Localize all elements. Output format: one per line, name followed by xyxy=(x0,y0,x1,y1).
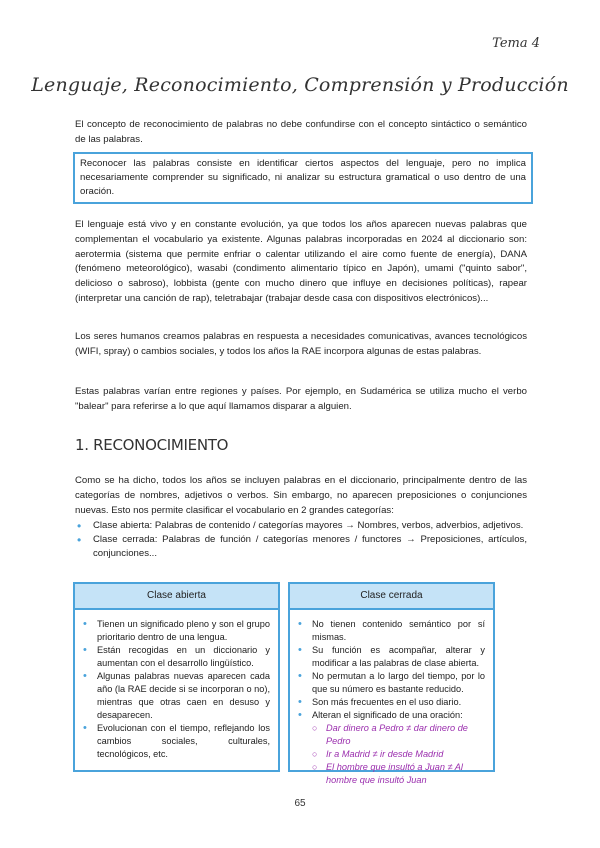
page-title: Lenguaje, Reconocimiento, Comprensión y Producción xyxy=(31,74,569,96)
list-item: • Clase cerrada: Palabras de función / categorías menores / functores → Preposiciones, artículos, conjunciones... xyxy=(75,533,527,561)
list-item: • Son más frecuentes en el uso diario. xyxy=(298,696,485,709)
closed-class-title: Clase cerrada xyxy=(290,584,493,610)
paragraph-regions: Estas palabras varían entre regiones y países. Por ejemplo, en Sudamérica se utiliza mucho el verbo "balear" para referirse a lo que aquí llamamos disparar a alguien. xyxy=(75,386,527,412)
example-item: ○ El hombre que insultó a Juan ≠ Al hombre que insultó Juan xyxy=(298,761,485,787)
closed-class-list xyxy=(298,618,485,722)
list-item: • No tienen contenido semántico por sí mismas. xyxy=(298,618,485,644)
intro-paragraph: El concepto de reconocimiento de palabras no debe confundirse con el concepto sintáctico o semántico de las palabras. xyxy=(75,119,527,145)
open-class-box xyxy=(73,582,280,772)
closed-class-examples xyxy=(298,722,485,787)
section-heading: 1. RECONOCIMIENTO xyxy=(75,436,229,454)
list-item: • No permutan a lo largo del tiempo, por lo que su número es bastante reducido. xyxy=(298,670,485,696)
list-item: • Evolucionan con el tiempo, reflejando los cambios sociales, culturales, tecnológicos, etc. xyxy=(83,722,270,761)
list-item: • Tienen un significado pleno y son el grupo prioritario dentro de una lengua. xyxy=(83,618,270,644)
definition-callout: Reconocer las palabras consiste en identificar ciertos aspectos del lenguaje, pero no implica necesariamente comprender su significado, ni analizar su estructura gramatical o uso dentro de una oración. xyxy=(73,152,533,204)
example-item: ○ Ir a Madrid ≠ ir desde Madrid xyxy=(298,748,485,761)
example-item: ○ Dar dinero a Pedro ≠ dar dinero de Pedro xyxy=(298,722,485,748)
paragraph-evolution: El lenguaje está vivo y en constante evolución, ya que todos los años aparecen nuevas palabras que complementan el vocabulario ya existente. Algunas palabras incorporadas en 2024 al diccionario son: aerotermia (sistema que permite enfriar o calentar utilizando el aire como fuente de energía), DANA (fenómeno meteorológico), wasabi (condimento alimentario típico en Japón), umami ("quinto sabor", delicioso o sabroso), lobbista (gente con mucho dinero que influye en decisiones políticas), rapear (interpretar una canción de rap), teletrabajar (trabajar desde casa con dispositivos electrónicos)... xyxy=(75,219,527,304)
list-item: • Su función es acompañar, alterar y modificar a las palabras de clase abierta. xyxy=(298,644,485,670)
closed-class-box xyxy=(288,582,495,785)
list-item: • Alteran el significado de una oración: xyxy=(298,709,485,722)
open-class-title: Clase abierta xyxy=(75,584,278,610)
open-class-list xyxy=(83,618,270,761)
list-item: • Están recogidas en un diccionario y aumentan con el desarrollo lingüístico. xyxy=(83,644,270,670)
section-intro: Como se ha dicho, todos los años se incluyen palabras en el diccionario, principalmente dentro de las categorías de nombres, adjetivos o verbos. Sin embargo, no aparecen preposiciones o conjunciones nuevas. Esto nos permite clasificar el vocabulario en 2 grandes categorías: xyxy=(75,475,527,516)
list-item: • Algunas palabras nuevas aparecen cada año (la RAE decide si se incorporan o no), mientras que otras caen en desuso y desaparecen. xyxy=(83,670,270,722)
chapter-label: Tema 4 xyxy=(492,36,540,51)
page-number: 65 xyxy=(294,798,306,809)
paragraph-new-words: Los seres humanos creamos palabras en respuesta a necesidades comunicativas, avances tecnológicos (WIFI, spray) o cambios sociales, y todos los años la RAE incorpora algunas de estas palabras. xyxy=(75,331,527,357)
category-list xyxy=(75,519,527,561)
list-item: • Clase abierta: Palabras de contenido / categorías mayores → Nombres, verbos, adverbios, adjetivos. xyxy=(75,519,527,533)
